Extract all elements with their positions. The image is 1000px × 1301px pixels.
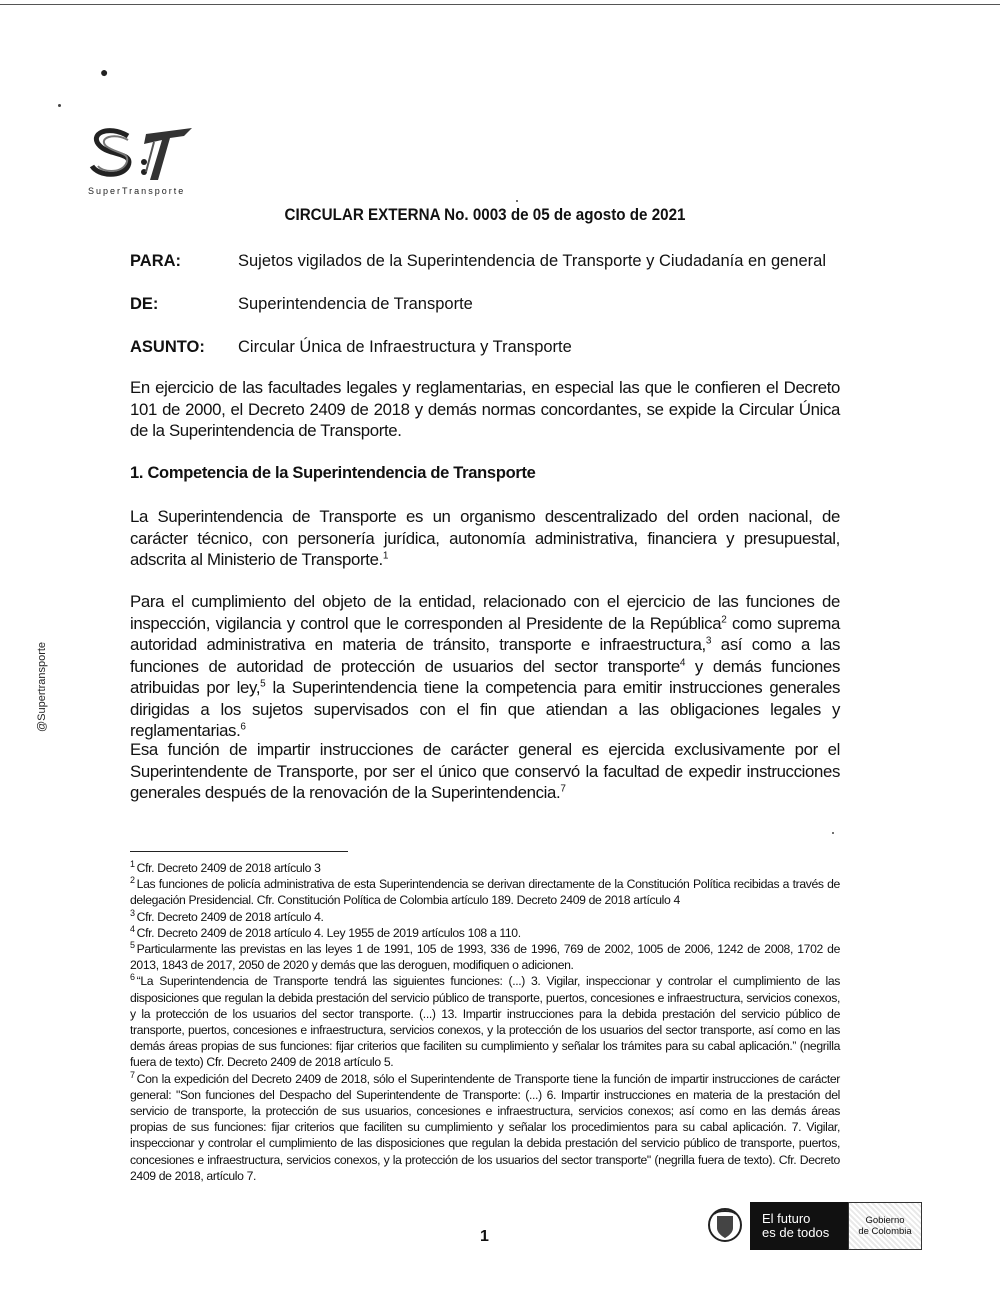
scan-speck: [832, 832, 834, 834]
footnote: [130, 1071, 840, 1184]
footnote-ref: 7: [560, 783, 566, 795]
footnote-number: 6: [130, 972, 135, 983]
footnote-text: Cfr. Decreto 2409 de 2018 artículo 3: [136, 861, 321, 875]
paragraph-instructions: [130, 739, 840, 804]
footnote-text: “La Superintendencia de Transporte tendrá las siguientes funciones: (...) 3. Vigilar, inspeccionar y controlar el cumplimiento de las disposiciones que regulan la debida prestación del servicio público de transporte, puertos, concesiones e infraestructura, servicios conexos, y la protección de los usuarios del sector transporte. (...) 13. Impartir instrucciones para la debida prestación del servicio público de transporte, puertos, concesiones e infraestructura, servicios conexos, y la protección de los usuarios del sector transporte, así como en las demás áreas propias de sus funciones: fijar criterios que faciliten su cumplimiento y señalar los trámites para su cabal aplicación.” (negrilla fuera de texto) Cfr. Decreto 2409 de 2018 artículo 5.: [130, 974, 840, 1070]
intro-paragraph: En ejercicio de las facultades legales y reglamentarias, en especial las que le confieren el Decreto 101 de 2000, el Decreto 2409 de 2018 y demás normas concordantes, se expide la Circular Única de la Superintendencia de Transporte.: [130, 378, 840, 440]
footnotes: [130, 860, 840, 1184]
footnote: [130, 876, 840, 908]
logo-caption: SuperTransporte: [88, 186, 186, 196]
footnote-number: 1: [130, 858, 135, 869]
footnote-text: Cfr. Decreto 2409 de 2018 artículo 4. Ley 1955 de 2019 artículos 108 a 110.: [136, 925, 521, 940]
memo-de-value: Superintendencia de Transporte: [238, 295, 473, 313]
scan-speck: [516, 200, 518, 202]
paragraph-text: así como a las funciones de autoridad de protección de usuarios del sector transporte: [130, 635, 840, 676]
paragraph-text: como suprema autoridad administrativa en materia de tránsito, transporte e infraestructura,: [130, 613, 841, 654]
footnote-number: 4: [130, 923, 135, 934]
footnote-ref: 4: [679, 656, 686, 668]
footnote: [130, 973, 840, 1070]
footnote-text: Las funciones de policía administrativa de esta Superintendencia se derivan directamente de la Constitución Política recibidas a través de delegación Presidencial. Cfr. Constitución Política de Colombia artículo 189. Decreto 2409 de 2018 artículo 4: [130, 877, 840, 908]
footnote-number: 2: [130, 875, 135, 886]
memo-de-label: DE:: [130, 295, 159, 313]
footnote-number: 5: [130, 939, 135, 950]
paragraph-text: Esa función de impartir instrucciones de carácter general es ejercida exclusivamente por el Superintendente de Transporte, por ser el único que conservó la facultad de expedir instrucciones generales después de la renovación de la Superintendencia.: [130, 740, 840, 802]
punch-mark: ●: [100, 64, 109, 80]
section-heading: 1. Competencia de la Superintendencia de Transporte: [130, 464, 536, 482]
footnote-text: Cfr. Decreto 2409 de 2018 artículo 4.: [136, 909, 324, 924]
paragraph-competence: [130, 506, 840, 571]
footnote: [130, 860, 840, 876]
supertransporte-logo: [88, 122, 198, 197]
gov-line: Gobierno: [865, 1215, 905, 1226]
page-top-edge: [0, 4, 1000, 5]
footnote-number: 7: [130, 1069, 135, 1080]
coat-of-arms-icon: [706, 1206, 744, 1244]
footnote-ref: 5: [260, 678, 266, 690]
footnote-number: 3: [130, 907, 135, 918]
footnote-ref: 3: [705, 635, 712, 647]
memo-asunto-value: Circular Única de Infraestructura y Transporte: [238, 338, 572, 356]
paragraph-functions: [130, 591, 840, 742]
footnote-text: Con la expedición del Decreto 2409 de 2018, sólo el Superintendente de Transporte tiene la función de impartir instrucciones de carácter general: "Son funciones del Despacho del Superintendente de Transporte: (...) 6. Impartir instrucciones en materia de la prestación del servicio de transporte, la protección de sus usuarios, concesiones e infraestructura, servicios conexos; así como en las demás áreas propias de sus funciones: fijar criterios que faciliten su cumplimiento y señalar los procedimientos para su cabal aplicación. 7. Vigilar, inspeccionar y controlar el cumplimiento de las disposiciones que regulan la debida prestación del servicio público de transporte, puertos, concesiones e infraestructura, servicios conexos, y la protección de los usuarios del sector transporte" (negrilla fuera de texto). Cfr. Decreto 2409 de 2018, artículo 7.: [130, 1071, 840, 1183]
social-handle: @Supertransporte: [36, 641, 48, 732]
gobierno-de-colombia-badge: [848, 1202, 922, 1250]
footnote-text: Particularmente las previstas en las leyes 1 de 1991, 105 de 1993, 336 de 1996, 769 de 2002, 1005 de 2006, 1242 de 2008, 1702 de 2013, 1843 de 2017, 2050 de 2020 y demás que las deroguen, modifiquen o adicionen.: [130, 942, 840, 973]
page-number: 1: [480, 1228, 489, 1245]
document-title: CIRCULAR EXTERNA No. 0003 de 05 de agosto de 2021: [284, 206, 686, 224]
memo-para-value: Sujetos vigilados de la Superintendencia de Transporte y Ciudadanía en general: [238, 252, 826, 270]
government-footer-logo: [706, 1202, 922, 1250]
memo-para-label: PARA:: [130, 252, 182, 270]
footnote-ref: 1: [382, 550, 389, 562]
gov-line: de Colombia: [858, 1226, 912, 1237]
footnote: [130, 941, 840, 973]
paragraph-text: la Superintendencia tiene la competencia para emitir instrucciones generales dirigidas a los sujetos supervisados con el fin que atiendan a las obligaciones legales y reglamentarias.: [130, 678, 840, 740]
slogan-line: El futuro: [762, 1211, 811, 1226]
paragraph-text: Para el cumplimiento del objeto de la entidad, relacionado con el ejercicio de las funciones de inspección, vigilancia y control que le corresponden al Presidente de la República: [130, 592, 840, 633]
slogan-box: [750, 1202, 848, 1250]
footnote: [130, 925, 840, 941]
paragraph-text: y demás funciones atribuidas por ley,: [130, 656, 840, 697]
footnote: [130, 909, 840, 925]
footnote-ref: 2: [721, 613, 727, 625]
footnote-ref: 6: [240, 721, 246, 733]
memo-asunto-label: ASUNTO:: [130, 338, 205, 356]
scan-speck: [58, 104, 61, 107]
slogan-line: es de todos: [762, 1225, 830, 1240]
footnote-separator: [130, 851, 348, 852]
supertransporte-logo-mark: [88, 122, 198, 184]
paragraph-text: La Superintendencia de Transporte es un organismo descentralizado del orden nacional, de carácter técnico, con personería jurídica, autonomía administrativa, financiera y presupuestal, adscrita al Ministerio de Transporte.: [130, 507, 840, 569]
